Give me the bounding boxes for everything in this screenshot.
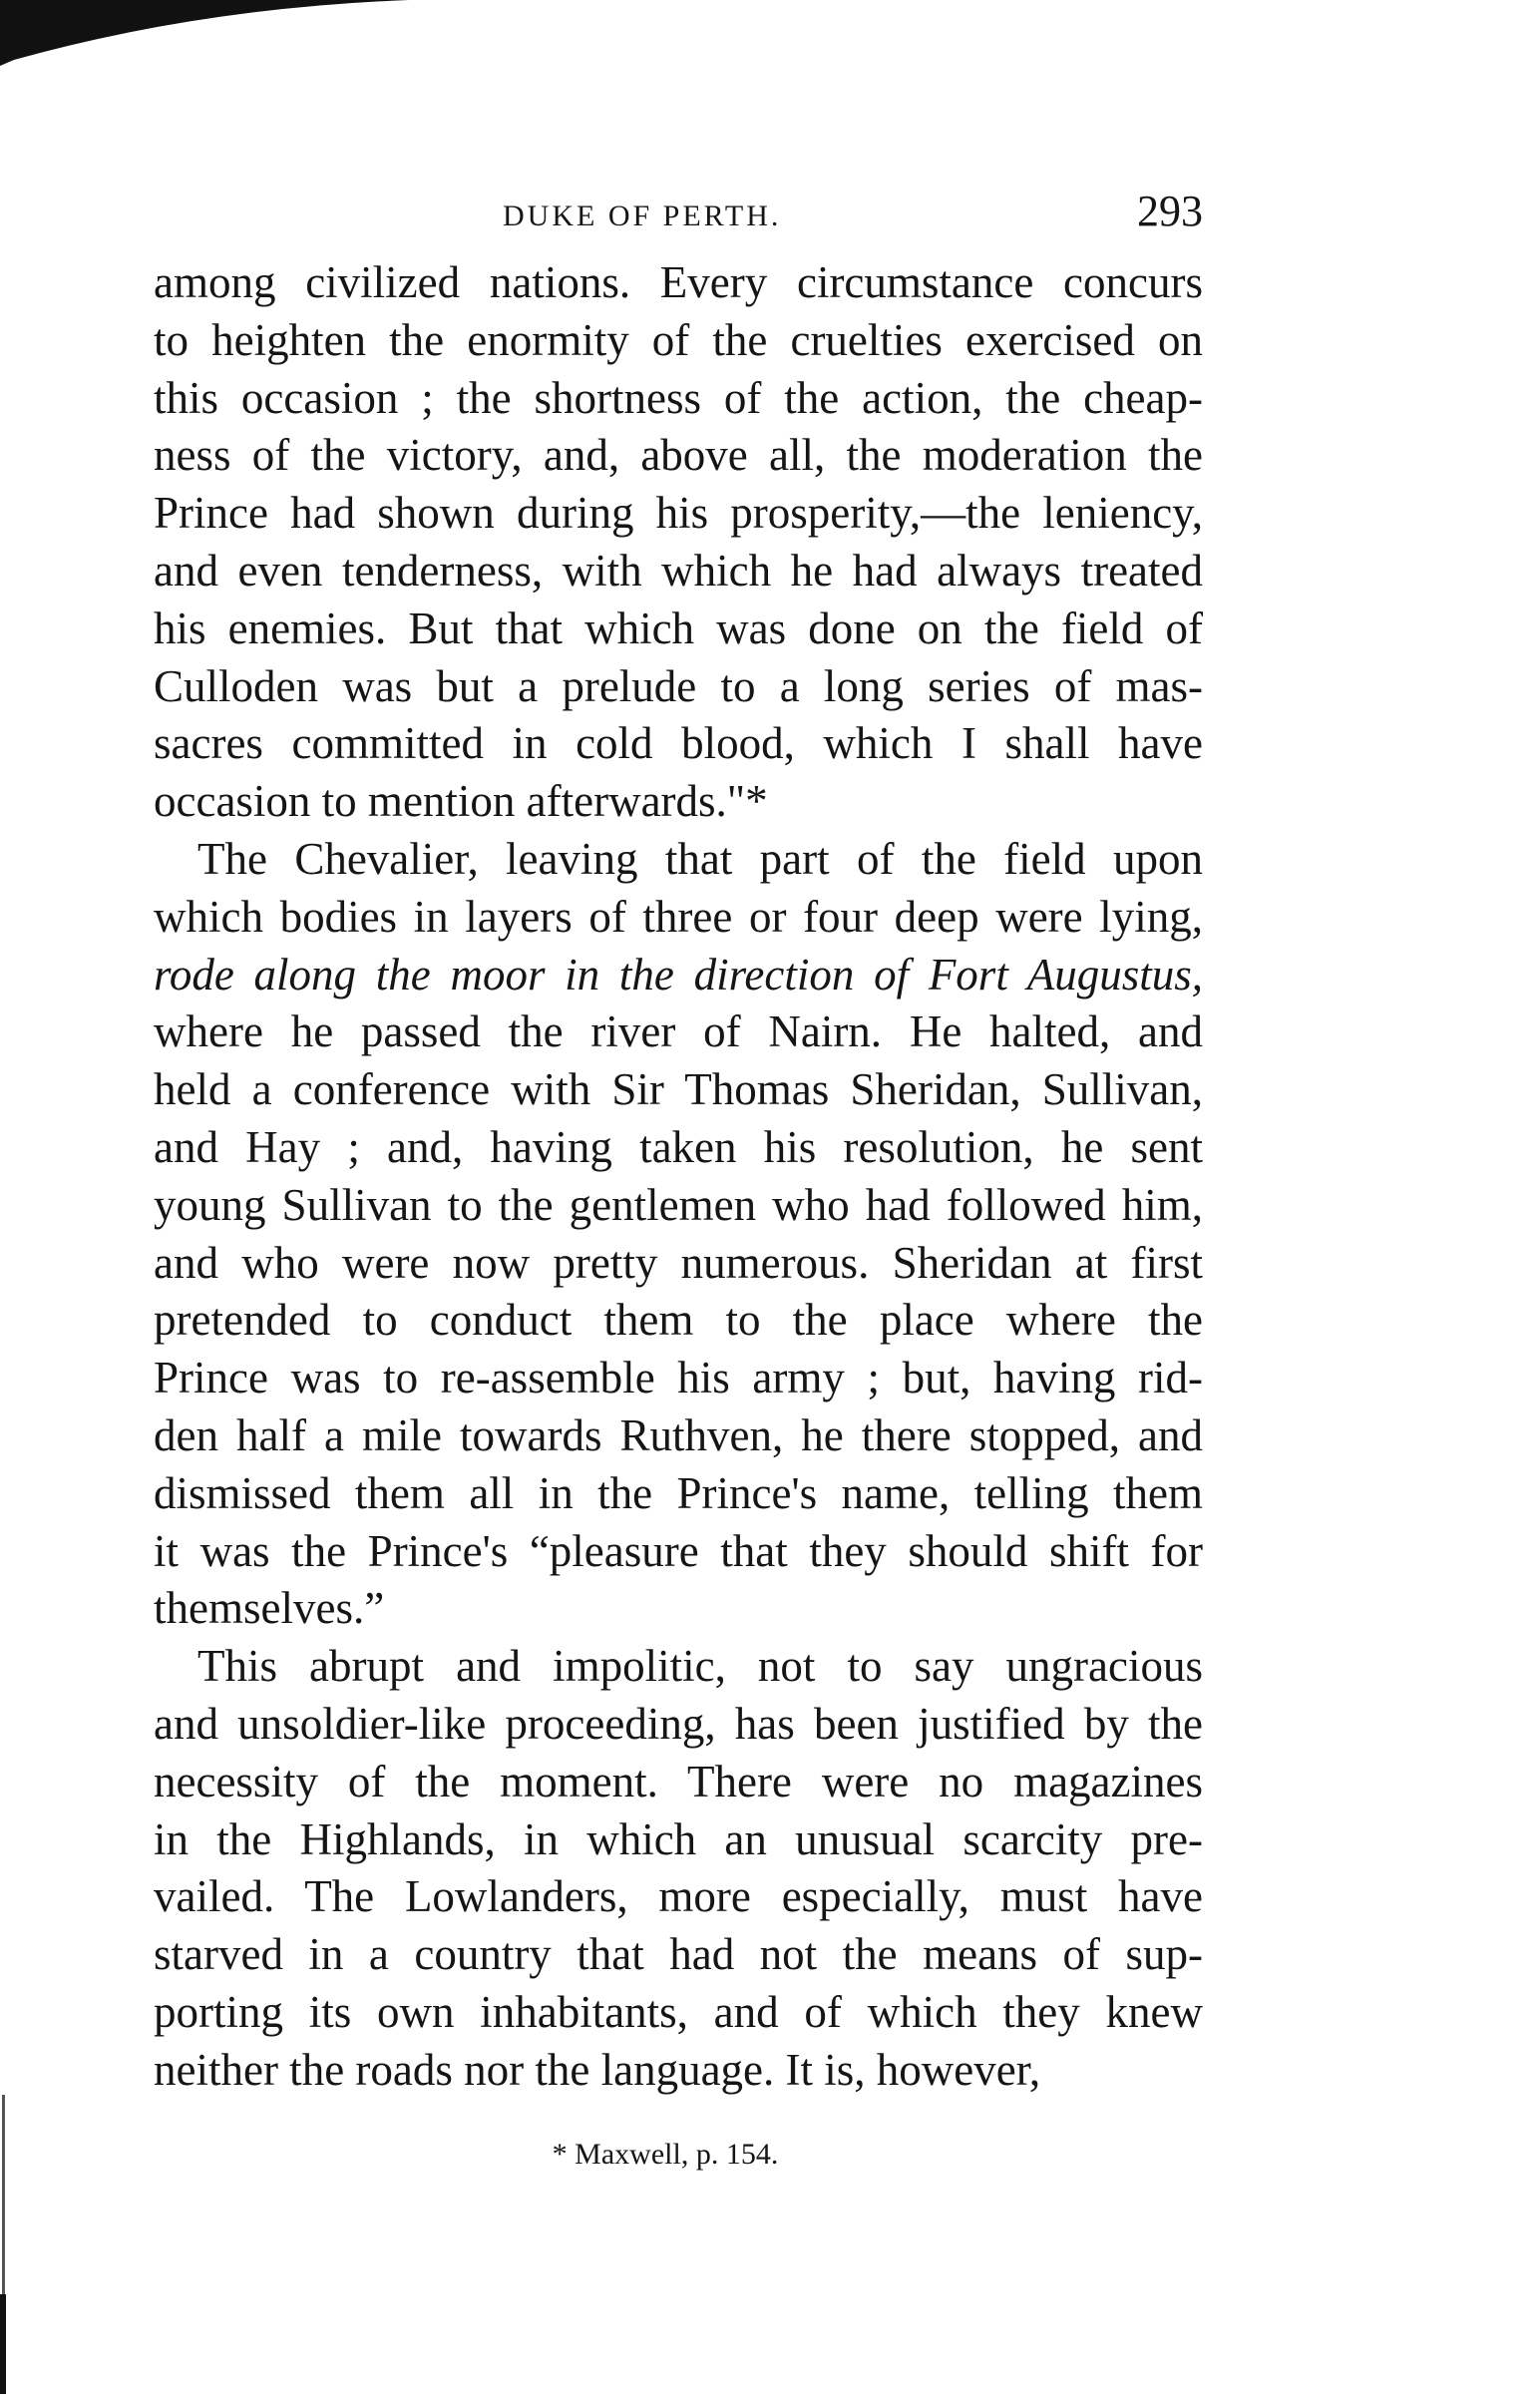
paragraph: [154, 254, 1203, 831]
text-line: his enemies. But that which was done on the field of: [154, 602, 1203, 653]
page-header: [154, 180, 1203, 239]
text-line: this occasion ; the shortness of the action, the cheap-: [154, 372, 1203, 423]
text-line: The Chevalier, leaving that part of the field upon: [197, 833, 1203, 884]
text-line: Prince was to re-assemble his army ; but, having rid-: [154, 1353, 1203, 1403]
text-line: Culloden was but a prelude to a long series of mas-: [154, 660, 1203, 711]
text-line: where he passed the river of Nairn. He halted, and: [154, 1006, 1203, 1057]
text-line: ness of the victory, and, above all, the moderation the: [154, 430, 1203, 481]
paragraph: [154, 1638, 1203, 2099]
text-line: den half a mile towards Ruthven, he there stopped, and: [154, 1409, 1203, 1460]
text-line: rode along the moor in the direction of Fort Augustus,: [154, 949, 1203, 1000]
page-number: 293: [1137, 187, 1203, 235]
text-line: Prince had shown during his prosperity,—the leniency,: [154, 488, 1203, 539]
text-line: occasion to mention afterwards."*: [154, 776, 768, 827]
text-line: This abrupt and impolitic, not to say ungracious: [197, 1641, 1203, 1692]
paragraph: [154, 831, 1203, 1638]
text-line: in the Highlands, in which an unusual scarcity pre-: [154, 1813, 1203, 1864]
text-line: held a conference with Sir Thomas Sheridan, Sullivan,: [154, 1064, 1203, 1115]
text-line: among civilized nations. Every circumstance concurs: [154, 257, 1203, 307]
text-line: pretended to conduct them to the place where the: [154, 1295, 1203, 1346]
text-line: sacres committed in cold blood, which I shall have: [154, 718, 1203, 769]
text-line: starved in a country that had not the means of sup-: [154, 1929, 1203, 1980]
page-edge-shadow: [0, 0, 419, 70]
text-line: it was the Prince's “pleasure that they should shift for: [154, 1525, 1203, 1576]
text-line: neither the roads nor the language. It is, however,: [154, 2044, 1041, 2095]
text-line: necessity of the moment. There were no magazines: [154, 1756, 1203, 1806]
footnote: * Maxwell, p. 154.: [552, 2138, 779, 2171]
text-line: and who were now pretty numerous. Sheridan at first: [154, 1237, 1203, 1288]
body-text: [154, 254, 1203, 2100]
text-line: dismissed them all in the Prince's name, telling them: [154, 1467, 1203, 1518]
text-line: which bodies in layers of three or four deep were lying,: [154, 891, 1203, 942]
text-line: young Sullivan to the gentlemen who had followed him,: [154, 1179, 1203, 1230]
text-line: vailed. The Lowlanders, more especially, must have: [154, 1871, 1203, 1922]
text-line: porting its own inhabitants, and of which they knew: [154, 1986, 1203, 2037]
text-line: to heighten the enormity of the cruelties exercised on: [154, 314, 1203, 365]
text-line: and even tenderness, with which he had always treated: [154, 545, 1203, 596]
text-line: and unsoldier-like proceeding, has been justified by the: [154, 1698, 1203, 1749]
text-line: and Hay ; and, having taken his resolution, he sent: [154, 1121, 1203, 1172]
text-line: themselves.”: [154, 1583, 385, 1634]
running-title: DUKE OF PERTH.: [503, 200, 782, 232]
binding-edge-mark: [0, 2294, 6, 2394]
